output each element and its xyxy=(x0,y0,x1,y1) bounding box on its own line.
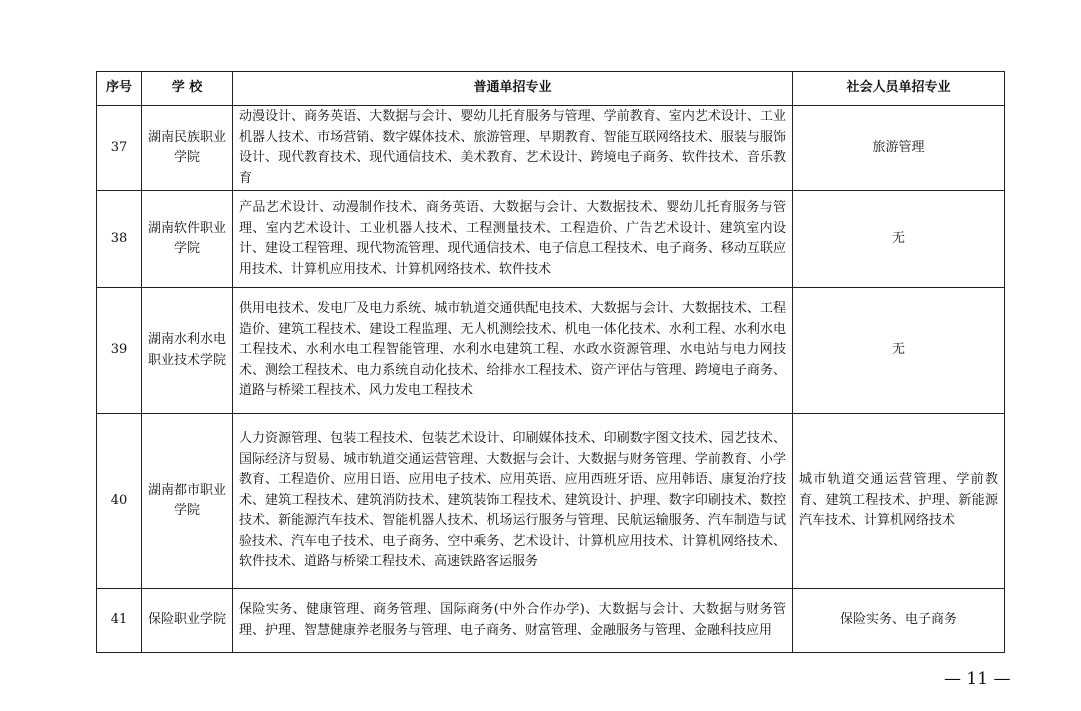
table-row xyxy=(97,589,1005,653)
row-school: 湖南民族职业学院 xyxy=(142,106,233,191)
row-social-majors: 无 xyxy=(793,288,1005,414)
table-row xyxy=(97,191,1005,288)
row-school: 保险职业学院 xyxy=(142,589,233,653)
row-social-majors: 无 xyxy=(793,191,1005,288)
row-social-majors: 旅游管理 xyxy=(793,106,1005,191)
row-school: 湖南水利水电职业技术学院 xyxy=(142,288,233,414)
page-number: — 11 — xyxy=(944,669,1011,689)
row-social-majors: 城市轨道交通运营管理、学前教育、建筑工程技术、护理、新能源汽车技术、计算机网络技术 xyxy=(793,414,1005,589)
row-general-majors: 保险实务、健康管理、商务管理、国际商务(中外合作办学)、大数据与会计、大数据与财务管理、护理、智慧健康养老服务与管理、电子商务、财富管理、金融服务与管理、金融科技应用 xyxy=(233,589,793,653)
row-no: 40 xyxy=(97,414,142,589)
majors-table xyxy=(96,71,1005,653)
table-row xyxy=(97,288,1005,414)
row-social-majors: 保险实务、电子商务 xyxy=(793,589,1005,653)
row-general-majors: 产品艺术设计、动漫制作技术、商务英语、大数据与会计、大数据技术、婴幼儿托育服务与管理、室内艺术设计、工业机器人技术、工程测量技术、工程造价、广告艺术设计、建筑室内设计、建设工程管理、现代物流管理、现代通信技术、电子信息工程技术、电子商务、移动互联应用技术、计算机应用技术、计算机网络技术、软件技术 xyxy=(233,191,793,288)
row-general-majors: 供用电技术、发电厂及电力系统、城市轨道交通供配电技术、大数据与会计、大数据技术、工程造价、建筑工程技术、建设工程监理、无人机测绘技术、机电一体化技术、水利工程、水利水电工程技术、水利水电工程智能管理、水利水电建筑工程、水政水资源管理、水电站与电力网技术、测绘工程技术、电力系统自动化技术、给排水工程技术、资产评估与管理、跨境电子商务、道路与桥梁工程技术、风力发电工程技术 xyxy=(233,288,793,414)
row-general-majors: 人力资源管理、包装工程技术、包装艺术设计、印刷媒体技术、印刷数字图文技术、园艺技术、国际经济与贸易、城市轨道交通运营管理、大数据与会计、大数据与财务管理、学前教育、小学教育、工程造价、应用日语、应用电子技术、应用英语、应用西班牙语、应用韩语、康复治疗技术、建筑工程技术、建筑消防技术、建筑装饰工程技术、建筑设计、护理、数字印刷技术、数控技术、新能源汽车技术、智能机器人技术、机场运行服务与管理、民航运输服务、汽车制造与试验技术、汽车电子技术、电子商务、空中乘务、艺术设计、计算机应用技术、计算机网络技术、软件技术、道路与桥梁工程技术、高速铁路客运服务 xyxy=(233,414,793,589)
table-row xyxy=(97,414,1005,589)
header-general-majors: 普通单招专业 xyxy=(233,72,793,106)
header-social-majors: 社会人员单招专业 xyxy=(793,72,1005,106)
table-header-row xyxy=(97,72,1005,106)
row-no: 39 xyxy=(97,288,142,414)
row-no: 38 xyxy=(97,191,142,288)
row-no: 37 xyxy=(97,106,142,191)
row-school: 湖南软件职业学院 xyxy=(142,191,233,288)
row-general-majors: 动漫设计、商务英语、大数据与会计、婴幼儿托育服务与管理、学前教育、室内艺术设计、工业机器人技术、市场营销、数字媒体技术、旅游管理、早期教育、智能互联网络技术、服装与服饰设计、现代教育技术、现代通信技术、美术教育、艺术设计、跨境电子商务、软件技术、音乐教育 xyxy=(233,106,793,191)
header-no: 序号 xyxy=(97,72,142,106)
row-no: 41 xyxy=(97,589,142,653)
header-school: 学 校 xyxy=(142,72,233,106)
row-school: 湖南都市职业学院 xyxy=(142,414,233,589)
table-row xyxy=(97,106,1005,191)
